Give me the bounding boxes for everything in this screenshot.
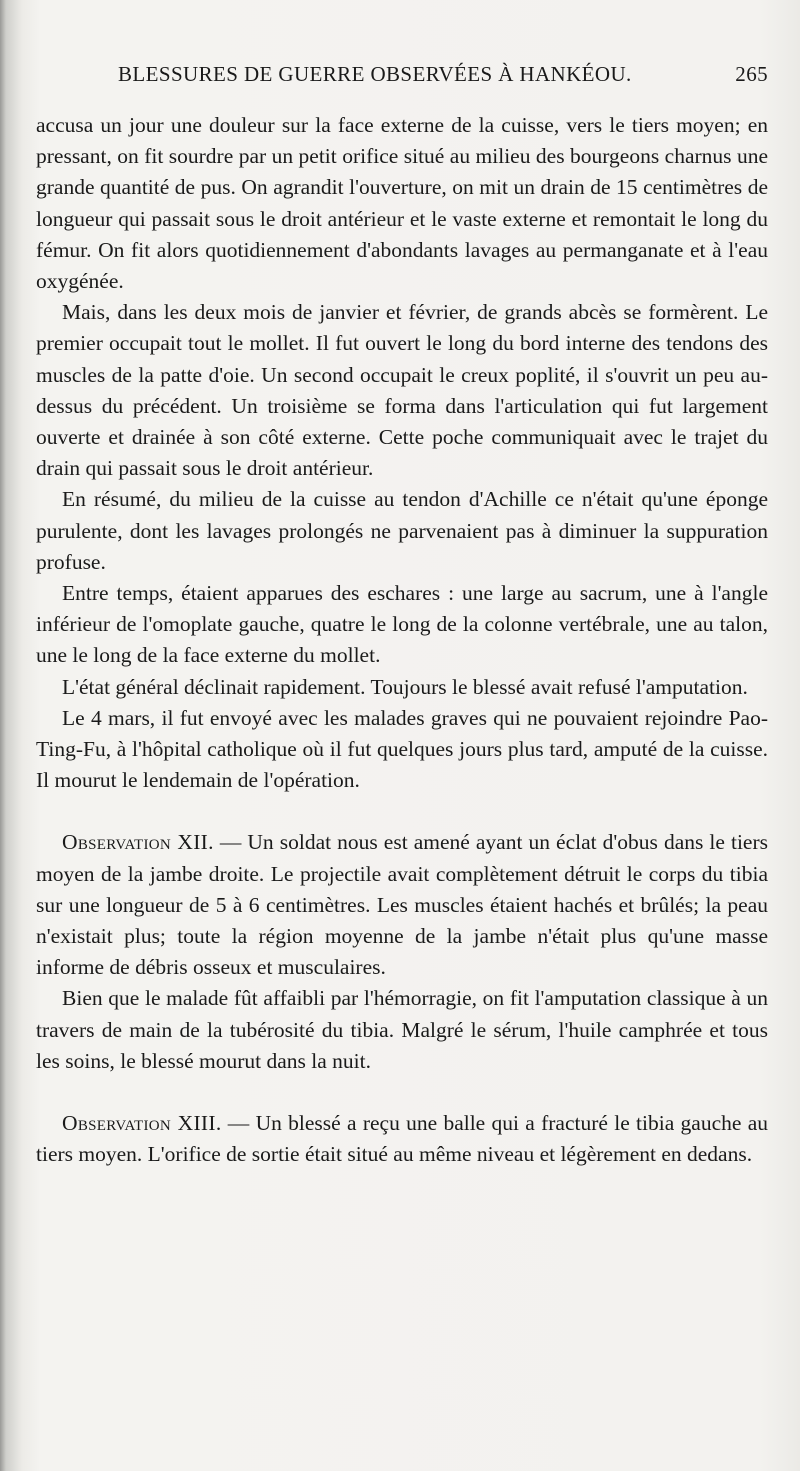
paragraph: En résumé, du milieu de la cuisse au tendon d'Achille ce n'était qu'une éponge purulente, dont les lavages prolongés ne parvenaient pas à diminuer la suppuration profuse.	[36, 487, 768, 574]
section-gap	[36, 796, 768, 827]
page-body	[36, 110, 768, 1171]
paragraph: L'état général déclinait rapidement. Toujours le blessé avait refusé l'amputation.	[62, 674, 748, 699]
observation-xii	[36, 827, 768, 983]
observation-heading: Observation XIII.	[62, 1111, 222, 1136]
observation-text: — Un blessé a reçu une balle qui a fracturé le tibia gauche au tiers moyen. L'orifice de sortie était situé au même niveau et légèrement en dedans.	[36, 1111, 768, 1167]
running-title: BLESSURES DE GUERRE OBSERVÉES À HANKÉOU.	[118, 62, 632, 86]
paragraph: Mais, dans les deux mois de janvier et février, de grands abcès se formèrent. Le premier occupait tout le mollet. Il fut ouvert le long du bord interne des tendons des muscles de la patte d'oie. Un second occupait le creux poplité, il s'ouvrit un peu au-dessus du précédent. Un troisième se forma dans l'articulation qui fut largement ouverte et drainée à son côté externe. Cette poche communiquait avec le trajet du drain qui passait sous le droit antérieur.	[36, 300, 768, 481]
observation-xiii	[36, 1108, 768, 1170]
section-gap	[36, 1077, 768, 1108]
observation-heading: Observation XII.	[62, 830, 214, 855]
paragraph: accusa un jour une douleur sur la face externe de la cuisse, vers le tiers moyen; en pressant, on fit sourdre par un petit orifice situé au milieu des bourgeons charnus une grande quantité de pus. On agrandit l'ouverture, on mit un drain de 15 centimètres de longueur qui passait sous le droit antérieur et le vaste externe et remontait le long du fémur. On fit alors quotidiennement d'abondants lavages au permanganate et à l'eau oxygénée.	[36, 113, 768, 294]
paragraph: Entre temps, étaient apparues des eschares : une large au sacrum, une à l'angle inférieur de l'omoplate gauche, quatre le long de la colonne vertébrale, une au talon, une le long de la face externe du mollet.	[36, 581, 768, 668]
observation-text: — Un soldat nous est amené ayant un éclat d'obus dans le tiers moyen de la jambe droite. Le projectile avait complètement détruit le corps du tibia sur une longueur de 5 à 6 centimètres. Les muscles étaient hachés et brûlés; la peau n'existait plus; toute la région moyenne de la jambe n'était plus qu'une masse informe de débris osseux et musculaires.	[36, 830, 768, 980]
paragraph: Bien que le malade fût affaibli par l'hémorragie, on fit l'amputation classique à un travers de main de la tubérosité du tibia. Malgré le sérum, l'huile camphrée et tous les soins, le blessé mourut dans la nuit.	[36, 986, 768, 1073]
page-header	[118, 62, 768, 87]
paragraph: Le 4 mars, il fut envoyé avec les malades graves qui ne pouvaient rejoindre Pao-Ting-Fu, à l'hôpital catholique où il fut quelques jours plus tard, amputé de la cuisse. Il mourut le lendemain de l'opération.	[36, 705, 768, 793]
page-number: 265	[735, 62, 768, 86]
